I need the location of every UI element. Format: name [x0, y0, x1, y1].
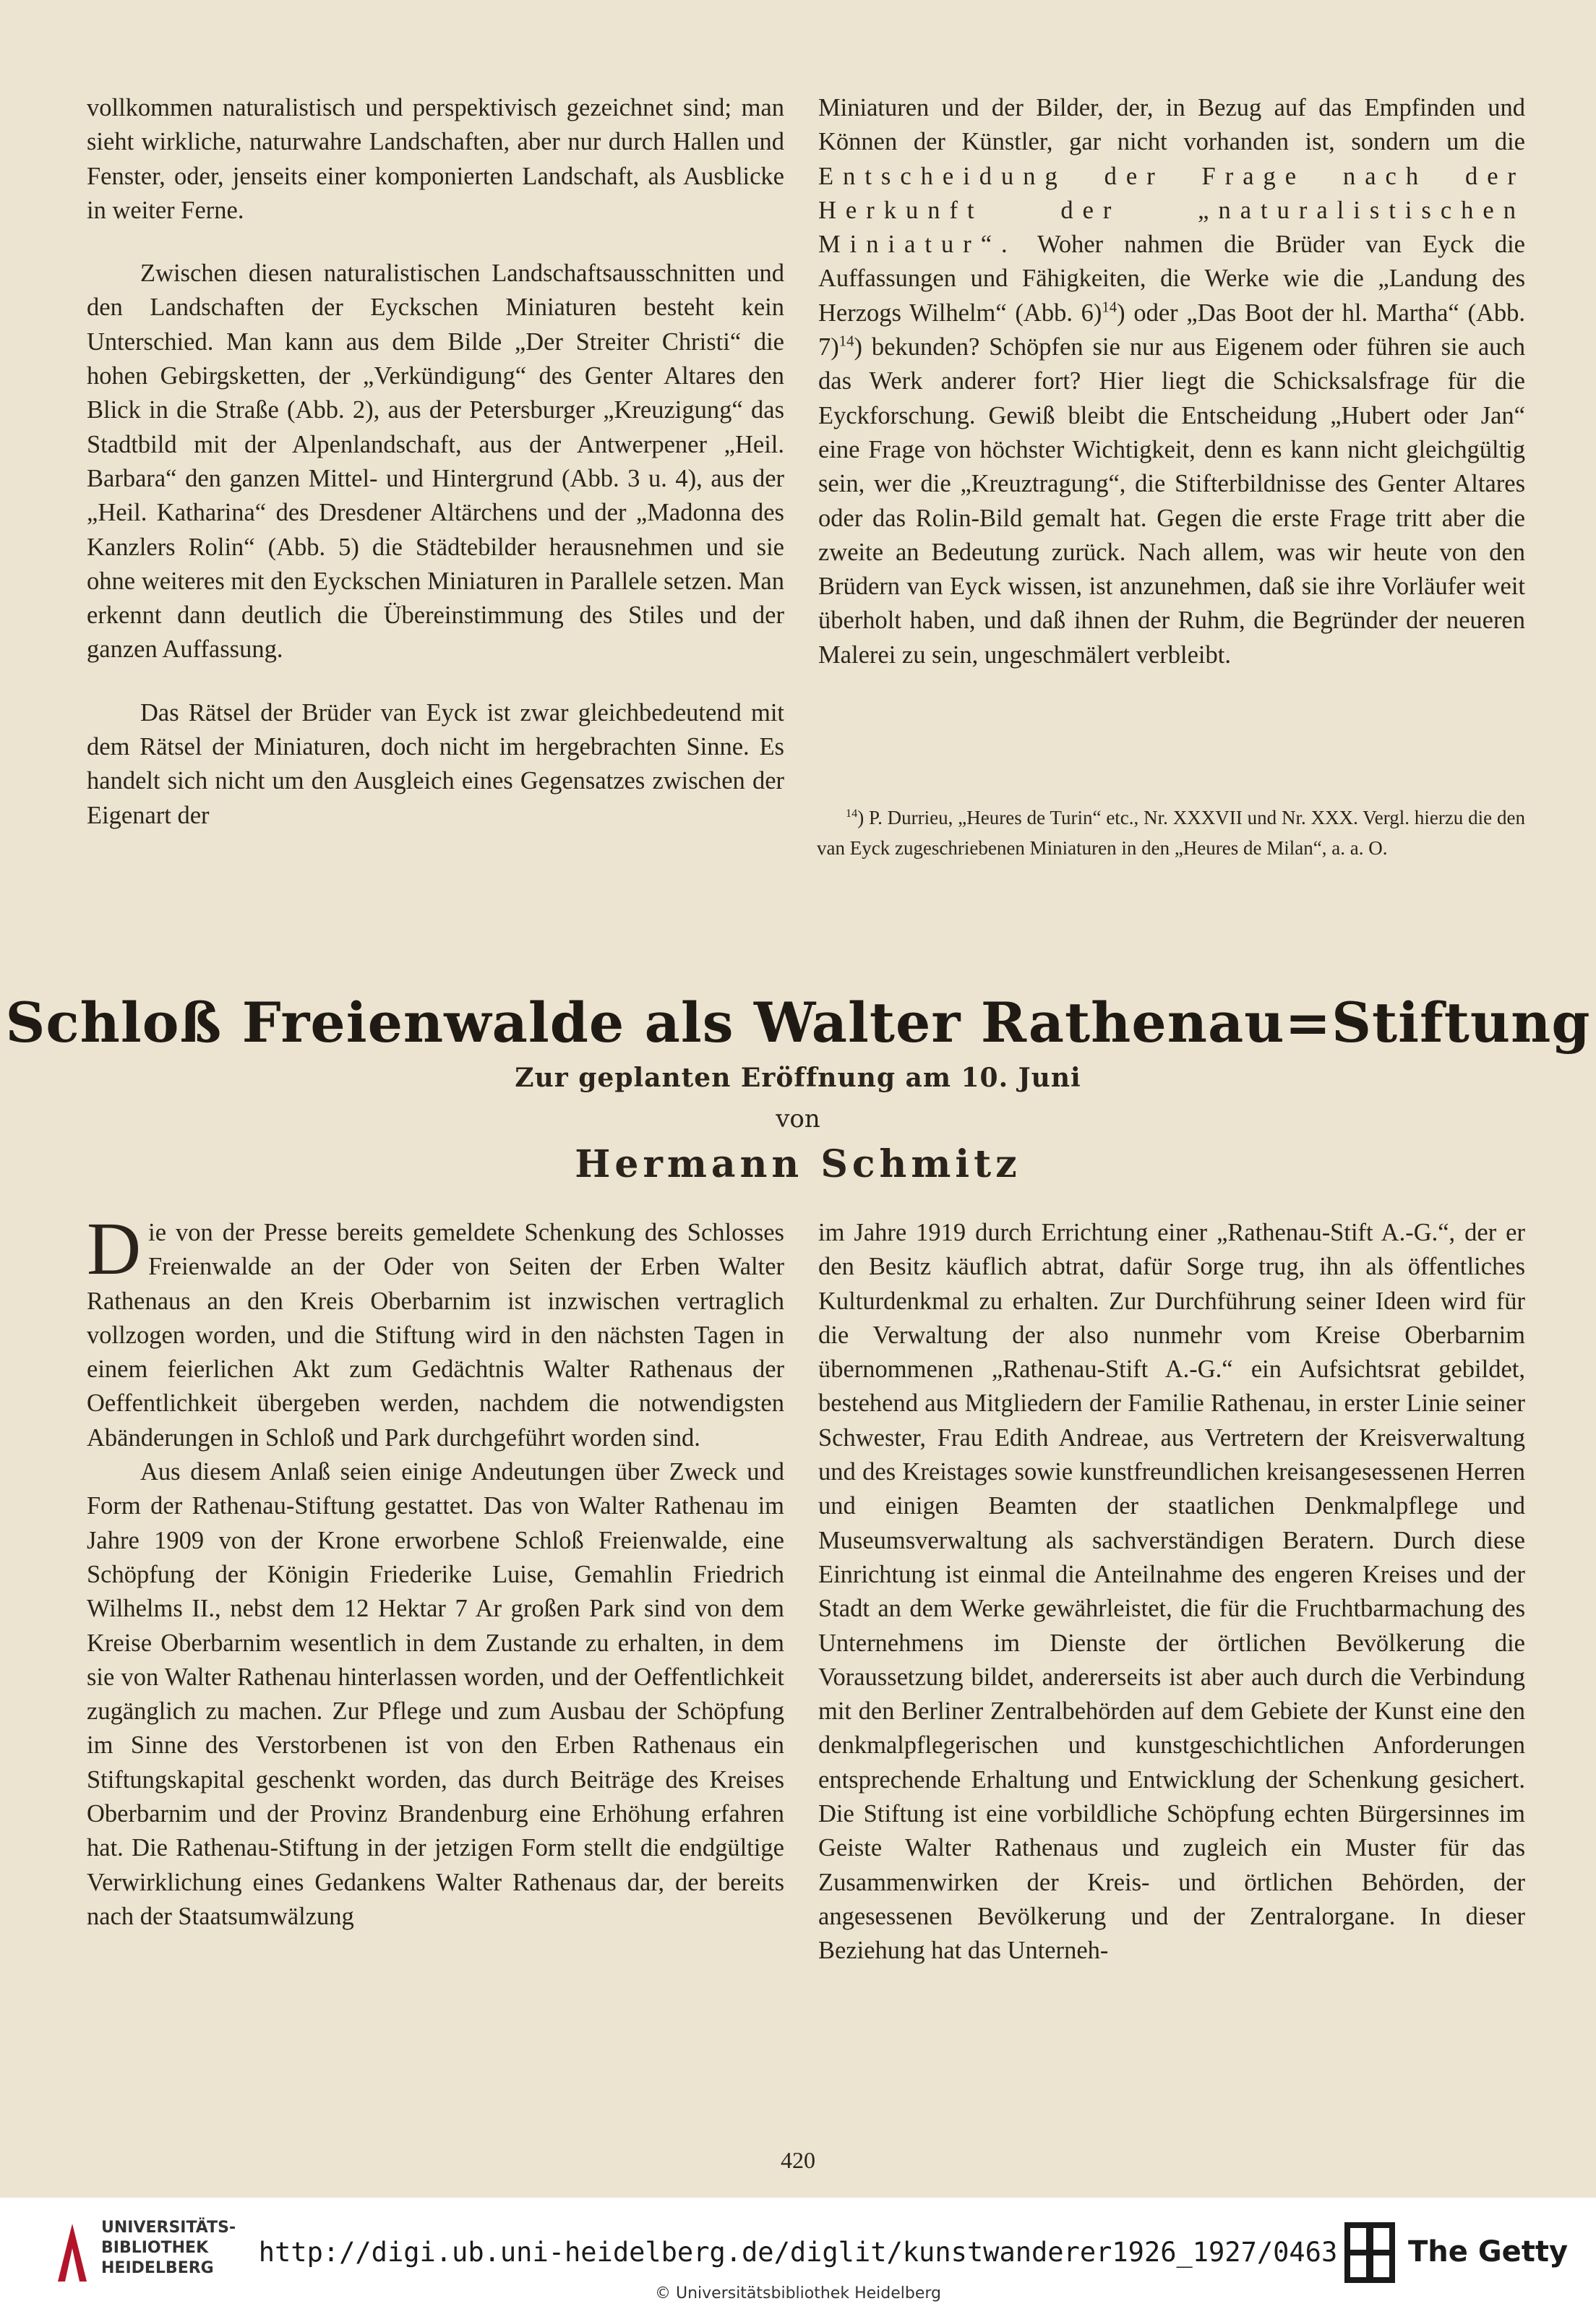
- drop-cap: D: [87, 1207, 142, 1290]
- top-right-column: [818, 91, 1525, 672]
- getty-logo-icon: [1344, 2222, 1395, 2283]
- text-run: Woher nahmen die Brüder van Eyck die Auffassungen und Fähigkeiten, die Werke wie die „Landung des Herzogs Wilhelm“ (Abb. 6): [818, 231, 1525, 327]
- copyright-notice: © Universitätsbibliothek Heidelberg: [654, 2284, 941, 2302]
- emphasis-spaced-text: Entscheidung der Frage nach der Herkunft der „naturalistischen Miniatur“.: [818, 162, 1525, 259]
- footnote-text: ) P. Durrieu, „Heures de Turin“ etc., Nr. XXXVII und Nr. XXX. Vergl. hierzu die den van Eyck zugeschriebenen Miniaturen in den „Heures de Milan“, a. a. O.: [817, 807, 1525, 859]
- footnote-ref[interactable]: 14: [1102, 299, 1117, 316]
- paragraph: Aus diesem Anlaß seien einige Andeutungen über Zweck und Form der Rathenau-Stiftung gestattet. Das von Walter Rathenau im Jahre 1909 von der Krone erworbene Schloß Freienwalde, eine Schöpfung der Königin Friederike Luise, Gemahlin Friedrich Wilhelms II., nebst dem 12 Hektar 7 Ar großen Park sind von dem Kreise Oberbarnim wesentlich in dem Zustande zu erhalten, in dem sie von Walter Rathenau hinterlassen worden, und der Oeffentlichkeit zugänglich zu machen. Zur Pflege und zum Ausbau der Schöpfung im Sinne des Verstorbenen ist von den Erben Rathenaus ein Stiftungskapital geschenkt worden, das durch Beiträge des Kreises Oberbarnim und der Provinz Brandenburg eine Erhöhung erfahren hat. Die Rathenau-Stiftung in der jetzigen Form stellt die endgültige Verwirklichung eines Gedankens Walter Rathenaus dar, der bereits nach der Staatsumwälzung: [87, 1458, 784, 1930]
- paragraph: [818, 91, 1525, 672]
- article-author: Hermann Schmitz: [575, 1142, 1021, 1186]
- paragraph: Zwischen diesen naturalistischen Landschaftsausschnitten und den Landschaften der Eyckschen Miniaturen besteht kein Unterschied. Man kann aus dem Bilde „Der Streiter Christi“ die hohen Gebirgsketten, der „Verkündigung“ des Genter Altares den Blick in die Straße (Abb. 2), aus der Petersburger „Kreuzigung“ das Stadtbild mit der Alpenlandschaft, aus der Antwerpener „Heil. Barbara“ den ganzen Mittel- und Hintergrund (Abb. 3 u. 4), aus der „Heil. Katharina“ des Dresdener Altärchens und der „Madonna des Kanzlers Rolin“ (Abb. 5) die Städtebilder herausnehmen und sie ohne weiteres mit den Eyckschen Miniaturen in Parallele setzen. Man erkennt dann deutlich die Übereinstimmung des Stiles und der ganzen Auffassung.: [87, 260, 784, 664]
- page-number: 420: [781, 2147, 815, 2173]
- top-left-column: [87, 91, 784, 833]
- source-url-link[interactable]: http://digi.ub.uni-heidelberg.de/diglit/kunstwanderer1926_1927/0463: [258, 2237, 1338, 2268]
- getty-label[interactable]: The Getty: [1408, 2235, 1569, 2269]
- article-right-column: [818, 1216, 1525, 1968]
- paragraph: Das Rätsel der Brüder van Eyck ist zwar gleichbedeutend mit dem Rätsel der Miniaturen, doch nicht im hergebrachten Sinne. Es handelt sich nicht um den Ausgleich eines Gegensatzes zwischen der Eigenart der: [87, 698, 784, 829]
- text-run: Miniaturen und der Bilder, der, in Bezug auf das Empfinden und Können der Künstler, gar nicht vorhanden ist, sondern um die: [818, 94, 1525, 156]
- text-run: ) bekunden? Schöpfen sie nur aus Eigenem oder führen sie auch das Werk anderer fort? Hier liegt die Schicksalsfrage für die Eyckforschung. Gewiß bleibt die Entscheidung „Hubert oder Jan“ eine Frage von höchster Wichtigkeit, denn es kann nicht gleichgültig sein, wer die „Kreuztragung“, die Stifterbildnisse des Genter Altares oder das Rolin-Bild gemalt hat. Gegen die erste Frage tritt aber die zweite an Bedeutung zurück. Nach allem, was wir heute von den Brüdern van Eyck wissen, ist anzunehmen, daß sie ihre Vorläufer weit überholt haben, und daß ihnen der Ruhm, die Begründer der neueren Malerei zu sein, ungeschmälert verbleibt.: [818, 333, 1525, 669]
- text-run: ) oder „Das Boot der hl. Martha“ (Abb. 7): [818, 299, 1525, 361]
- byline-von: von: [776, 1105, 820, 1134]
- footnote-ref[interactable]: 14: [838, 333, 854, 350]
- text-run: ie von der Presse bereits gemeldete Schenkung des Schlosses Freienwalde an der Oder von Seiten der Erben Walter Rathenaus an den Kreis Oberbarnim ist inzwischen vertraglich vollzogen worden, und die Stiftung wird in den nächsten Tagen in einem feierlichen Akt zum Gedächtnis Walter Rathenaus der Oeffentlichkeit übergeben werden, nachdem die notwendigsten Abänderungen in Schloß und Park durchgeführt worden sind.: [87, 1219, 784, 1452]
- article-title: Schloß Freienwalde als Walter Rathenau=Stiftung: [5, 990, 1591, 1055]
- paragraph: im Jahre 1919 durch Errichtung einer „Rathenau-Stift A.-G.“, der er den Besitz käuflich abtrat, dafür Sorge trug, ihn als öffentliches Kulturdenkmal zu erhalten. Zur Durchführung seiner Ideen wird für die Verwaltung der also nunmehr vom Kreise Oberbarnim übernommenen „Rathenau-Stift A.-G.“ ein Aufsichtsrat gebildet, bestehend aus Mitgliedern der Familie Rathenau, in erster Linie seiner Schwester, Frau Edith Andreae, aus Vertretern der Kreisverwaltung und des Kreistages sowie kunstfreundlichen kreisangesessenen Herren und einigen Beamten der staatlichen Denkmalpflege und Museumsverwaltung als sachverständigen Beratern. Durch diese Einrichtung ist einmal die Anteilnahme des engeren Kreises und der Stadt an dem Werke gewährleistet, die für die Fruchtbarmachung des Unternehmens im Dienste der örtlichen Bevölkerung die Voraussetzung bildet, andererseits ist aber auch durch die Verbindung mit den Berliner Zentralbehörden auf dem Gebiete der Kunst eine den denkmalpflegerischen und kunstgeschichtlichen Anforderungen entsprechende Erhaltung und Entwicklung der Schenkung gesichert. Die Stiftung ist eine vorbildliche Schöpfung echten Bürgersinnes im Geiste Walter Rathenaus und zugleich ein Muster für das Zusammenwirken der Kreis- und örtlichen Behörden, der angesessenen Bevölkerung und der Zentralorgane. In dieser Beziehung hat das Unterneh-: [818, 1219, 1525, 1965]
- paragraph: vollkommen naturalistisch und perspektivisch gezeichnet sind; man sieht wirkliche, naturwahre Landschaften, aber nur durch Hallen und Fenster, oder, jenseits einer komponierten Landschaft, als Ausblicke in weiter Ferne.: [87, 94, 784, 224]
- footnote: [817, 802, 1525, 863]
- footnote-number: 14: [846, 807, 858, 820]
- footer-bar: [0, 2198, 1596, 2322]
- logo-line: BIBLIOTHEK: [101, 2239, 209, 2257]
- article-left-column: [87, 1207, 784, 1934]
- logo-line: UNIVERSITÄTS-: [101, 2219, 236, 2237]
- logo-line: HEIDELBERG: [101, 2259, 214, 2277]
- paragraph: [87, 1207, 784, 1455]
- article-subtitle: Zur geplanten Eröffnung am 10. Juni: [515, 1063, 1081, 1093]
